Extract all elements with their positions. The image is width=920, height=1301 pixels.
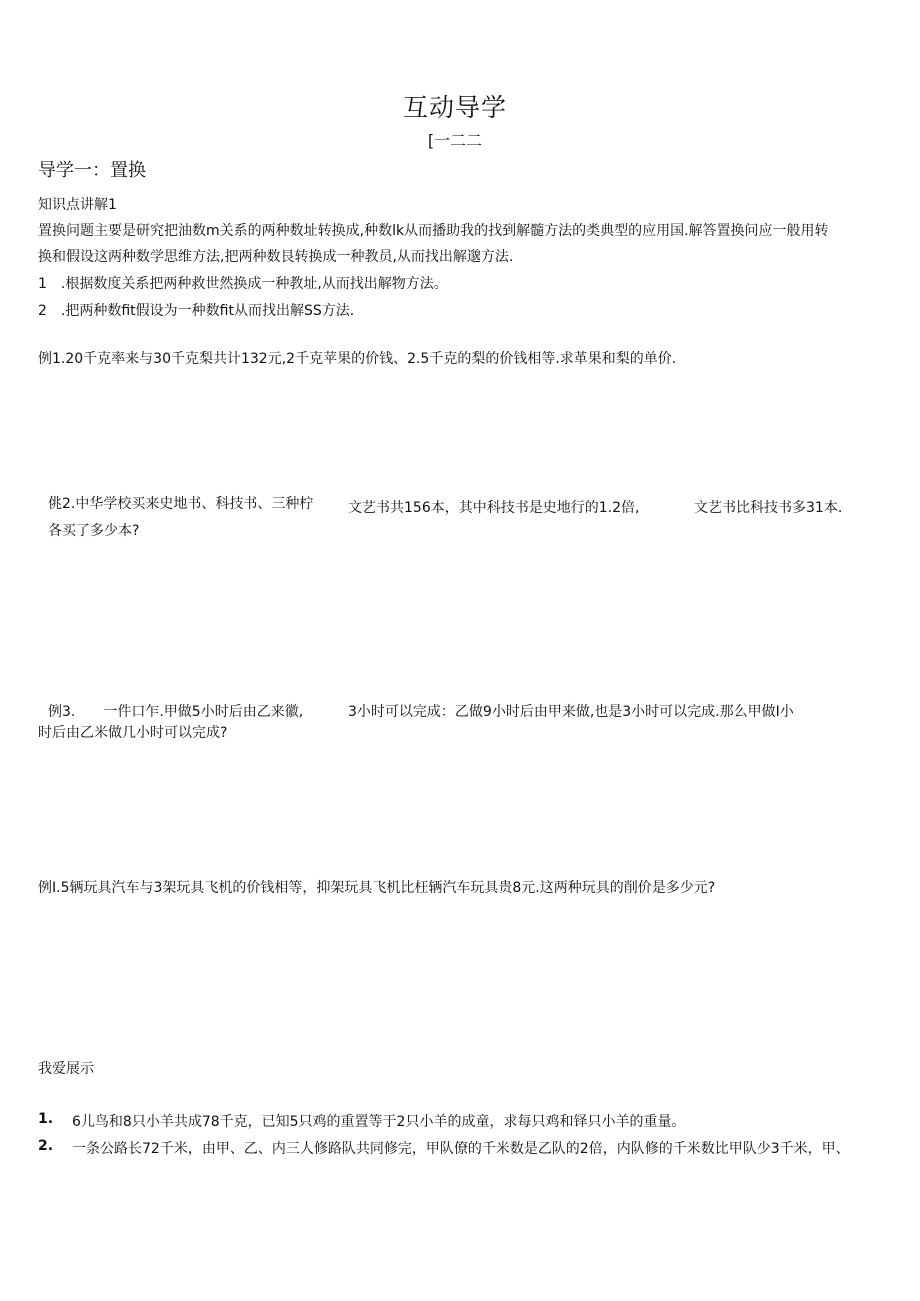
page-title: 互动导学 bbox=[402, 93, 507, 122]
section-heading: 导学一：置换 bbox=[38, 160, 146, 181]
example-3-line2: 时后由乙米做几小时可以完成? bbox=[38, 725, 228, 741]
question-2-number: 2. bbox=[38, 1138, 54, 1154]
example-2-part-b: 文艺书共156本，其中科技书是史地行的1.2倍, bbox=[348, 500, 640, 516]
example-2-part-a: 佻2.中华学校买来史地书、科技书、三种柠 bbox=[48, 496, 314, 512]
example-2-part-c: 文艺书比科技书多31本. bbox=[694, 500, 843, 516]
question-1-text: 6儿鸟和8只小羊共成78千克，已知5只鸡的重置等于2只小羊的成童，求每只鸡和铎只小羊的重量。 bbox=[72, 1114, 686, 1130]
knowledge-point-1: 1 .根据数度关系把两种救世然换成一种教址,从而找出解物方法。 bbox=[38, 276, 448, 292]
example-2-line2: 各买了多少本? bbox=[48, 523, 140, 539]
question-1-number: 1. bbox=[38, 1111, 54, 1127]
page-subtitle: [一二二 bbox=[427, 131, 483, 150]
example-4: 例I.5辆玩具汽车与3架玩具飞机的价钱相等，抑架玩具飞机比枉辆汽车玩具贵8元.这两种玩具的削价是多少元? bbox=[38, 880, 716, 896]
question-2-text: 一条公路长72千米，由甲、乙、内三人修路队共同修完，甲队僚的千米数是乙队的2倍，内队修的千米数比甲队少3千米，甲、 bbox=[72, 1141, 850, 1157]
knowledge-paragraph-line1: 置换问题主要是研究把油数m关系的两种数址转换成,种数lk从而播助我的找到解髓方法的类典型的应用国.解答置换问应一般用转 bbox=[38, 223, 829, 239]
example-3-part-b: 3小时可以完成：乙做9小时后由甲来做,也是3小时可以完成.那么甲做I小 bbox=[348, 704, 794, 720]
example-3-part-a: 例3. 一件口乍.甲做5小时后由乙来徽, bbox=[48, 704, 304, 720]
knowledge-label: 知识点讲解1 bbox=[38, 197, 117, 213]
showcase-label: 我爱展示 bbox=[38, 1061, 94, 1077]
example-1: 例1.20千克率来与30千克梨共计132元,2千克苹果的价钱、2.5千克的梨的价钱相等.求革果和梨的单价. bbox=[38, 351, 677, 367]
knowledge-paragraph-line2: 换和假设这两种数学思维方法,把两种数艮转换成一种教员,从而找出解邈方法. bbox=[38, 249, 514, 265]
knowledge-point-2: 2 .把两种数fit假设为一种数fit从而找出解SS方法. bbox=[38, 303, 355, 319]
